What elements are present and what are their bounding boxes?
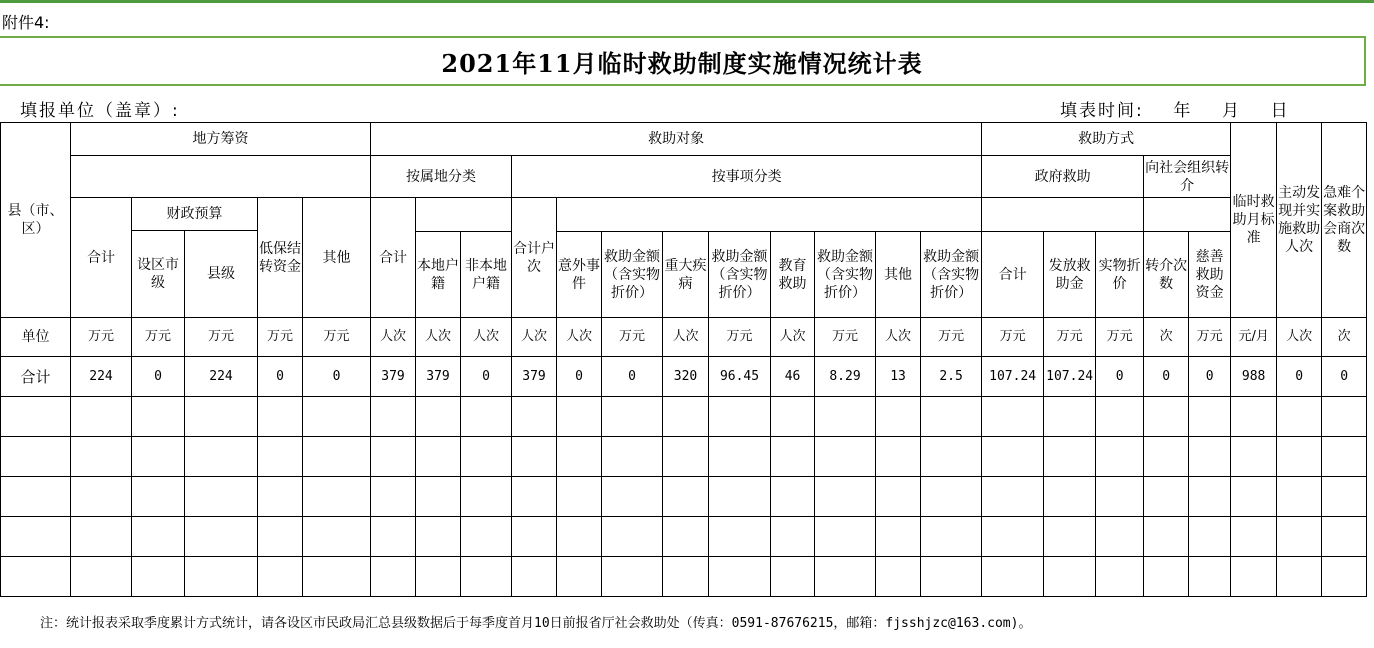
empty-cell[interactable] xyxy=(815,557,876,597)
empty-cell[interactable] xyxy=(771,517,815,557)
page-title: 2021年11月临时救助制度实施情况统计表 xyxy=(441,48,923,78)
empty-cell[interactable] xyxy=(771,437,815,477)
accident-header[interactable]: 意外事件 xyxy=(557,232,602,318)
county-header[interactable]: 县（市、区） xyxy=(1,123,71,318)
empty-cell[interactable] xyxy=(416,517,461,557)
empty-cell[interactable] xyxy=(1096,437,1144,477)
empty-cell[interactable] xyxy=(416,437,461,477)
empty-cell[interactable] xyxy=(1231,557,1277,597)
total-value-cell[interactable]: 0 xyxy=(303,357,371,397)
residence-spacer[interactable] xyxy=(416,198,512,232)
empty-cell[interactable] xyxy=(1096,477,1144,517)
empty-cell[interactable] xyxy=(371,517,416,557)
total-value-cell[interactable]: 0 xyxy=(1277,357,1322,397)
local-hukou-header[interactable]: 本地户籍 xyxy=(416,232,461,318)
empty-cell[interactable] xyxy=(663,557,709,597)
empty-row xyxy=(1,397,1367,437)
unit-cell[interactable]: 万元 xyxy=(815,318,876,357)
cash-issued-header[interactable]: 发放救助金 xyxy=(1044,232,1096,318)
empty-cell[interactable] xyxy=(461,517,512,557)
unit-cell[interactable]: 人次 xyxy=(771,318,815,357)
empty-cell[interactable] xyxy=(663,437,709,477)
unit-cell[interactable]: 万元 xyxy=(709,318,771,357)
by-matter-header[interactable]: 按事项分类 xyxy=(512,156,982,198)
total-value-cell[interactable]: 13 xyxy=(876,357,921,397)
empty-cell[interactable] xyxy=(132,477,185,517)
empty-cell[interactable] xyxy=(876,397,921,437)
empty-cell[interactable] xyxy=(132,437,185,477)
empty-cell[interactable] xyxy=(709,477,771,517)
empty-cell[interactable] xyxy=(303,517,371,557)
empty-cell[interactable] xyxy=(709,437,771,477)
empty-cell[interactable] xyxy=(557,437,602,477)
empty-cell[interactable] xyxy=(1231,477,1277,517)
empty-cell[interactable] xyxy=(1,477,71,517)
total-value-cell[interactable]: 320 xyxy=(663,357,709,397)
total-value-cell[interactable]: 107.24 xyxy=(1044,357,1096,397)
empty-row xyxy=(1,477,1367,517)
unit-cell[interactable]: 元/月 xyxy=(1231,318,1277,357)
empty-cell[interactable] xyxy=(1322,397,1367,437)
empty-cell[interactable] xyxy=(1144,477,1189,517)
referral-count-header[interactable]: 转介次数 xyxy=(1144,232,1189,318)
total-value-cell[interactable]: 0 xyxy=(132,357,185,397)
total-value-cell[interactable]: 0 xyxy=(1189,357,1231,397)
empty-cell[interactable] xyxy=(709,397,771,437)
lf-total-header[interactable]: 合计 xyxy=(71,198,132,318)
empty-cell[interactable] xyxy=(982,557,1044,597)
empty-cell[interactable] xyxy=(185,557,258,597)
fill-time-month: 月 xyxy=(1221,101,1241,121)
empty-cell[interactable] xyxy=(371,397,416,437)
unit-cell[interactable]: 万元 xyxy=(303,318,371,357)
empty-cell[interactable] xyxy=(663,397,709,437)
empty-cell[interactable] xyxy=(982,477,1044,517)
empty-cell[interactable] xyxy=(258,397,303,437)
empty-cell[interactable] xyxy=(602,437,663,477)
city-level-header[interactable]: 设区市级 xyxy=(132,231,185,318)
empty-cell[interactable] xyxy=(557,477,602,517)
empty-cell[interactable] xyxy=(1231,517,1277,557)
unit-cell[interactable]: 万元 xyxy=(602,318,663,357)
education-header[interactable]: 教育救助 xyxy=(771,232,815,318)
empty-cell[interactable] xyxy=(416,397,461,437)
empty-cell[interactable] xyxy=(771,477,815,517)
empty-cell[interactable] xyxy=(512,437,557,477)
unit-cell[interactable]: 万元 xyxy=(921,318,982,357)
empty-cell[interactable] xyxy=(1096,557,1144,597)
unit-cell[interactable]: 次 xyxy=(1144,318,1189,357)
empty-cell[interactable] xyxy=(1144,517,1189,557)
empty-row xyxy=(1,517,1367,557)
unit-cell[interactable]: 万元 xyxy=(71,318,132,357)
amount-education-header[interactable]: 救助金额（含实物折价） xyxy=(815,232,876,318)
empty-cell[interactable] xyxy=(1,437,71,477)
unit-cell[interactable]: 人次 xyxy=(461,318,512,357)
empty-cell[interactable] xyxy=(815,397,876,437)
empty-cell[interactable] xyxy=(1277,437,1322,477)
empty-cell[interactable] xyxy=(921,477,982,517)
monthly-standard-header[interactable]: 临时救助月标准 xyxy=(1231,123,1277,318)
rescue-methods-header[interactable]: 救助方式 xyxy=(982,123,1231,156)
empty-cell[interactable] xyxy=(71,517,132,557)
lf-others-header[interactable]: 其他 xyxy=(303,198,371,318)
empty-cell[interactable] xyxy=(1277,477,1322,517)
empty-cell[interactable] xyxy=(1044,397,1096,437)
total-value-cell[interactable]: 224 xyxy=(71,357,132,397)
unit-cell[interactable]: 次 xyxy=(1322,318,1367,357)
empty-cell[interactable] xyxy=(921,517,982,557)
empty-cell[interactable] xyxy=(982,397,1044,437)
empty-cell[interactable] xyxy=(371,557,416,597)
total-value-cell[interactable]: 379 xyxy=(371,357,416,397)
unit-cell[interactable]: 万元 xyxy=(132,318,185,357)
total-value-cell[interactable]: 379 xyxy=(512,357,557,397)
total-households-header[interactable]: 合计户次 xyxy=(512,198,557,318)
empty-cell[interactable] xyxy=(982,437,1044,477)
total-value-cell[interactable]: 0 xyxy=(461,357,512,397)
empty-cell[interactable] xyxy=(815,477,876,517)
empty-cell[interactable] xyxy=(132,557,185,597)
empty-cell[interactable] xyxy=(461,437,512,477)
empty-cell[interactable] xyxy=(132,397,185,437)
empty-cell[interactable] xyxy=(512,477,557,517)
fill-time-label: 填表时间: xyxy=(1060,101,1144,121)
empty-cell[interactable] xyxy=(461,557,512,597)
empty-cell[interactable] xyxy=(921,437,982,477)
social-org-referral-header[interactable]: 向社会组织转介 xyxy=(1144,156,1231,198)
empty-cell[interactable] xyxy=(416,477,461,517)
empty-cell[interactable] xyxy=(1044,477,1096,517)
empty-cell[interactable] xyxy=(557,517,602,557)
total-value-cell[interactable]: 0 xyxy=(557,357,602,397)
total-value-cell[interactable]: 2.5 xyxy=(921,357,982,397)
unit-cell[interactable]: 人次 xyxy=(416,318,461,357)
empty-cell[interactable] xyxy=(1044,557,1096,597)
empty-cell[interactable] xyxy=(1277,557,1322,597)
empty-cell[interactable] xyxy=(185,477,258,517)
empty-cell[interactable] xyxy=(1231,397,1277,437)
amount-other-header[interactable]: 救助金额（含实物折价） xyxy=(921,232,982,318)
total-value-cell[interactable]: 0 xyxy=(258,357,303,397)
total-value-cell[interactable]: 988 xyxy=(1231,357,1277,397)
gov-spacer[interactable] xyxy=(982,198,1144,232)
empty-cell[interactable] xyxy=(1096,517,1144,557)
empty-cell[interactable] xyxy=(1322,437,1367,477)
empty-cell[interactable] xyxy=(461,397,512,437)
amount-accident-header[interactable]: 救助金额（含实物折价） xyxy=(602,232,663,318)
total-value-cell[interactable]: 8.29 xyxy=(815,357,876,397)
empty-cell[interactable] xyxy=(71,557,132,597)
by-residence-header[interactable]: 按属地分类 xyxy=(371,156,512,198)
unit-cell[interactable]: 人次 xyxy=(663,318,709,357)
empty-cell[interactable] xyxy=(1144,557,1189,597)
empty-cell[interactable] xyxy=(185,397,258,437)
empty-cell[interactable] xyxy=(876,477,921,517)
dibao-funds-header[interactable]: 低保结转资金 xyxy=(258,198,303,318)
local-funding-spacer[interactable] xyxy=(71,156,371,198)
fill-time-day: 日 xyxy=(1270,101,1290,121)
empty-cell[interactable] xyxy=(512,557,557,597)
empty-cell[interactable] xyxy=(258,477,303,517)
total-value-cell[interactable]: 0 xyxy=(1144,357,1189,397)
empty-cell[interactable] xyxy=(1322,517,1367,557)
total-value-cell[interactable]: 0 xyxy=(1096,357,1144,397)
empty-cell[interactable] xyxy=(461,477,512,517)
empty-cell[interactable] xyxy=(1189,477,1231,517)
empty-cell[interactable] xyxy=(303,557,371,597)
filler-unit-label: 填报单位（盖章）: xyxy=(20,101,180,121)
empty-cell[interactable] xyxy=(512,517,557,557)
empty-cell[interactable] xyxy=(876,517,921,557)
empty-row xyxy=(1,557,1367,597)
empty-cell[interactable] xyxy=(815,517,876,557)
empty-cell[interactable] xyxy=(416,557,461,597)
empty-cell[interactable] xyxy=(1322,557,1367,597)
total-value-cell[interactable]: 379 xyxy=(416,357,461,397)
empty-cell[interactable] xyxy=(1,557,71,597)
empty-cell[interactable] xyxy=(1277,517,1322,557)
empty-cell[interactable] xyxy=(1044,517,1096,557)
attachment-label: 附件4: xyxy=(2,13,50,32)
empty-cell[interactable] xyxy=(512,397,557,437)
major-illness-header[interactable]: 重大疾病 xyxy=(663,232,709,318)
statistics-table xyxy=(0,122,1367,597)
matter-spacer[interactable] xyxy=(557,198,982,232)
unit-cell[interactable]: 万元 xyxy=(1044,318,1096,357)
empty-cell[interactable] xyxy=(876,437,921,477)
fill-time-year: 年 xyxy=(1173,101,1193,121)
empty-cell[interactable] xyxy=(982,517,1044,557)
unit-cell[interactable]: 人次 xyxy=(371,318,416,357)
gov-rescue-header[interactable]: 政府救助 xyxy=(982,156,1144,198)
empty-cell[interactable] xyxy=(1322,477,1367,517)
in-kind-header[interactable]: 实物折价 xyxy=(1096,232,1144,318)
empty-cell[interactable] xyxy=(303,437,371,477)
total-row xyxy=(1,357,1367,397)
empty-cell[interactable] xyxy=(557,397,602,437)
rescue-targets-header[interactable]: 救助对象 xyxy=(371,123,982,156)
empty-cell[interactable] xyxy=(1144,397,1189,437)
unit-cell[interactable]: 人次 xyxy=(1277,318,1322,357)
empty-cell[interactable] xyxy=(371,437,416,477)
empty-cell[interactable] xyxy=(1144,437,1189,477)
total-value-cell[interactable]: 46 xyxy=(771,357,815,397)
total-row-label[interactable]: 合计 xyxy=(1,357,71,397)
unit-cell[interactable]: 万元 xyxy=(258,318,303,357)
empty-cell[interactable] xyxy=(71,437,132,477)
empty-cell[interactable] xyxy=(663,517,709,557)
empty-cell[interactable] xyxy=(1,397,71,437)
empty-cell[interactable] xyxy=(771,397,815,437)
empty-cell[interactable] xyxy=(771,557,815,597)
empty-cell[interactable] xyxy=(1231,437,1277,477)
empty-cell[interactable] xyxy=(876,557,921,597)
nonlocal-hukou-header[interactable]: 非本地户籍 xyxy=(461,232,512,318)
fiscal-budget-header[interactable]: 财政预算 xyxy=(132,198,258,231)
empty-cell[interactable] xyxy=(1189,397,1231,437)
empty-cell[interactable] xyxy=(303,397,371,437)
empty-cell[interactable] xyxy=(132,517,185,557)
empty-cell[interactable] xyxy=(709,557,771,597)
county-level-header[interactable]: 县级 xyxy=(185,231,258,318)
empty-cell[interactable] xyxy=(663,477,709,517)
empty-cell[interactable] xyxy=(709,517,771,557)
unit-row-label[interactable]: 单位 xyxy=(1,318,71,357)
empty-cell[interactable] xyxy=(602,397,663,437)
empty-cell[interactable] xyxy=(303,477,371,517)
top-border-line xyxy=(0,0,1374,3)
unit-row xyxy=(1,318,1367,357)
empty-cell[interactable] xyxy=(557,557,602,597)
unit-cell[interactable]: 人次 xyxy=(876,318,921,357)
unit-cell[interactable]: 万元 xyxy=(982,318,1044,357)
title-cell[interactable] xyxy=(0,36,1366,86)
other-matter-header[interactable]: 其他 xyxy=(876,232,921,318)
empty-cell[interactable] xyxy=(815,437,876,477)
gov-total-header[interactable]: 合计 xyxy=(982,232,1044,318)
empty-cell[interactable] xyxy=(1189,437,1231,477)
empty-cell[interactable] xyxy=(921,557,982,597)
unit-cell[interactable]: 人次 xyxy=(512,318,557,357)
unit-cell[interactable]: 万元 xyxy=(1189,318,1231,357)
empty-cell[interactable] xyxy=(1189,517,1231,557)
amount-illness-header[interactable]: 救助金额（含实物折价） xyxy=(709,232,771,318)
total-value-cell[interactable]: 107.24 xyxy=(982,357,1044,397)
difficult-case-header[interactable]: 急难个案救助会商次数 xyxy=(1322,123,1367,318)
empty-cell[interactable] xyxy=(185,437,258,477)
unit-cell[interactable]: 万元 xyxy=(185,318,258,357)
fill-time xyxy=(1060,96,1290,121)
res-total-header[interactable]: 合计 xyxy=(371,198,416,318)
total-value-cell[interactable]: 0 xyxy=(602,357,663,397)
total-value-cell[interactable]: 224 xyxy=(185,357,258,397)
unit-cell[interactable]: 万元 xyxy=(1096,318,1144,357)
empty-cell[interactable] xyxy=(371,477,416,517)
local-funding-header[interactable]: 地方筹资 xyxy=(71,123,371,156)
empty-cell[interactable] xyxy=(71,397,132,437)
empty-cell[interactable] xyxy=(1044,437,1096,477)
charity-funds-header[interactable]: 慈善救助资金 xyxy=(1189,232,1231,318)
empty-cell[interactable] xyxy=(602,477,663,517)
footer-note: 注：统计报表采取季度累计方式统计，请各设区市民政局汇总县级数据后于每季度首月10日前报省厅社会救助处（传真：0591-87676215，邮箱：fjsshjzc@163.com)。 xyxy=(40,616,1032,631)
empty-cell[interactable] xyxy=(1189,557,1231,597)
empty-cell[interactable] xyxy=(258,557,303,597)
empty-cell[interactable] xyxy=(185,517,258,557)
empty-row xyxy=(1,437,1367,477)
empty-cell[interactable] xyxy=(71,477,132,517)
empty-cell[interactable] xyxy=(1277,397,1322,437)
empty-cell[interactable] xyxy=(602,517,663,557)
empty-cell[interactable] xyxy=(921,397,982,437)
unit-cell[interactable]: 人次 xyxy=(557,318,602,357)
proactive-found-header[interactable]: 主动发现并实施救助人次 xyxy=(1277,123,1322,318)
empty-cell[interactable] xyxy=(1096,397,1144,437)
empty-cell[interactable] xyxy=(258,517,303,557)
empty-cell[interactable] xyxy=(602,557,663,597)
referral-spacer[interactable] xyxy=(1144,198,1231,232)
total-value-cell[interactable]: 0 xyxy=(1322,357,1367,397)
empty-cell[interactable] xyxy=(258,437,303,477)
empty-cell[interactable] xyxy=(1,517,71,557)
total-value-cell[interactable]: 96.45 xyxy=(709,357,771,397)
